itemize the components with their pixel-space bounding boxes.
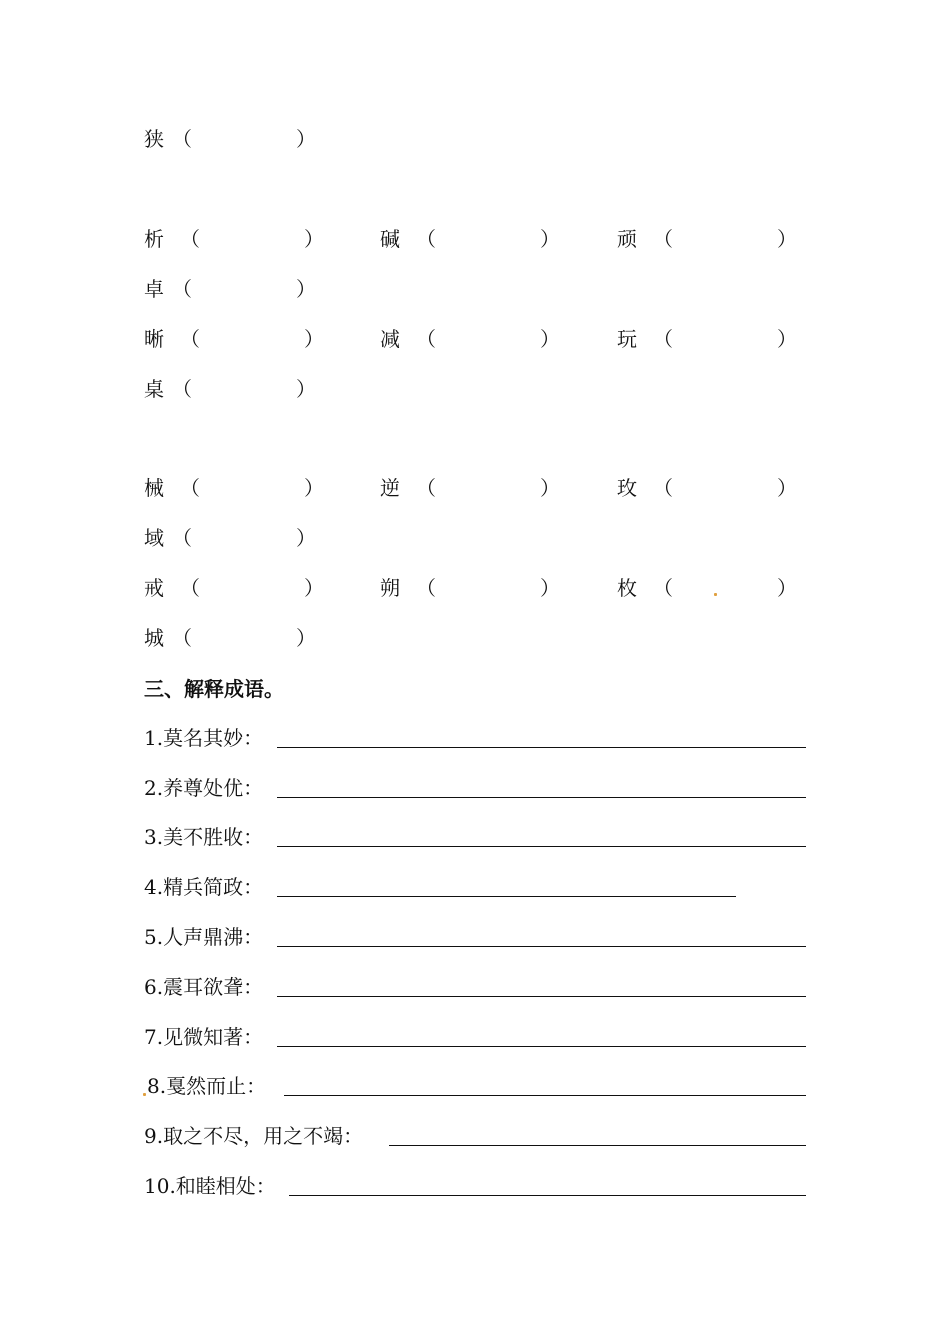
char-label: 玩	[617, 327, 637, 351]
answer-line[interactable]	[277, 747, 806, 748]
char-label: 械	[144, 476, 164, 500]
left-paren: （	[180, 227, 200, 251]
char-label: 顽	[617, 227, 637, 251]
right-paren: ）	[777, 476, 797, 500]
section-title: 三、解释成语。	[144, 677, 284, 701]
answer-line[interactable]	[277, 896, 736, 897]
char-label: 析	[144, 227, 164, 251]
char-label: 碱	[380, 227, 400, 251]
char-row	[0, 274, 950, 304]
char-label: 狭	[144, 127, 164, 151]
right-paren: ）	[296, 626, 316, 650]
left-paren: （	[172, 626, 192, 650]
char-label: 城	[144, 626, 164, 650]
char-label: 枚	[617, 576, 637, 600]
char-label: 戒	[144, 576, 164, 600]
right-paren: ）	[304, 227, 324, 251]
right-paren: ）	[304, 576, 324, 600]
left-paren: （	[416, 576, 436, 600]
idiom-label: 5.人声鼎沸：	[144, 925, 264, 949]
char-label: 卓	[144, 277, 164, 301]
speck-mark	[143, 1093, 146, 1096]
answer-line[interactable]	[289, 1195, 806, 1196]
char-label: 玫	[617, 476, 637, 500]
char-label: 朔	[380, 576, 400, 600]
left-paren: （	[653, 227, 673, 251]
right-paren: ）	[296, 127, 316, 151]
char-row	[0, 523, 950, 553]
right-paren: ）	[296, 377, 316, 401]
speck-mark	[714, 593, 717, 596]
idiom-label: 2.养尊处优：	[144, 776, 264, 800]
char-row	[0, 573, 950, 603]
left-paren: （	[653, 576, 673, 600]
char-row	[0, 224, 950, 254]
left-paren: （	[172, 526, 192, 550]
idiom-label: 6.震耳欲聋：	[144, 975, 264, 999]
answer-line[interactable]	[277, 996, 806, 997]
left-paren: （	[416, 227, 436, 251]
left-paren: （	[416, 476, 436, 500]
left-paren: （	[172, 277, 192, 301]
answer-line[interactable]	[284, 1095, 806, 1096]
char-label: 减	[380, 327, 400, 351]
right-paren: ）	[540, 327, 560, 351]
idiom-label: 7.见微知著：	[144, 1025, 264, 1049]
answer-line[interactable]	[277, 797, 806, 798]
char-label: 晰	[144, 327, 164, 351]
right-paren: ）	[777, 576, 797, 600]
right-paren: ）	[540, 476, 560, 500]
char-label: 逆	[380, 476, 400, 500]
answer-line[interactable]	[277, 846, 806, 847]
right-paren: ）	[540, 576, 560, 600]
right-paren: ）	[540, 227, 560, 251]
left-paren: （	[180, 476, 200, 500]
answer-line[interactable]	[277, 946, 806, 947]
right-paren: ）	[304, 327, 324, 351]
right-paren: ）	[304, 476, 324, 500]
char-row	[0, 324, 950, 354]
right-paren: ）	[296, 277, 316, 301]
right-paren: ）	[296, 526, 316, 550]
char-row	[0, 374, 950, 404]
left-paren: （	[180, 327, 200, 351]
char-row	[0, 473, 950, 503]
idiom-label: 9.取之不尽，用之不竭：	[144, 1124, 364, 1148]
char-row	[0, 124, 950, 154]
idiom-label: 10.和睦相处：	[144, 1174, 276, 1198]
char-row	[0, 623, 950, 653]
answer-line[interactable]	[389, 1145, 806, 1146]
right-paren: ）	[777, 227, 797, 251]
left-paren: （	[172, 377, 192, 401]
char-label: 域	[144, 526, 164, 550]
left-paren: （	[416, 327, 436, 351]
left-paren: （	[653, 327, 673, 351]
idiom-label: 4.精兵简政：	[144, 875, 264, 899]
idiom-label: 8.戛然而止：	[147, 1074, 267, 1098]
idiom-label: 3.美不胜收：	[144, 825, 264, 849]
left-paren: （	[653, 476, 673, 500]
right-paren: ）	[777, 327, 797, 351]
left-paren: （	[172, 127, 192, 151]
answer-line[interactable]	[277, 1046, 806, 1047]
left-paren: （	[180, 576, 200, 600]
idiom-label: 1.莫名其妙：	[144, 726, 264, 750]
char-label: 桌	[144, 377, 164, 401]
